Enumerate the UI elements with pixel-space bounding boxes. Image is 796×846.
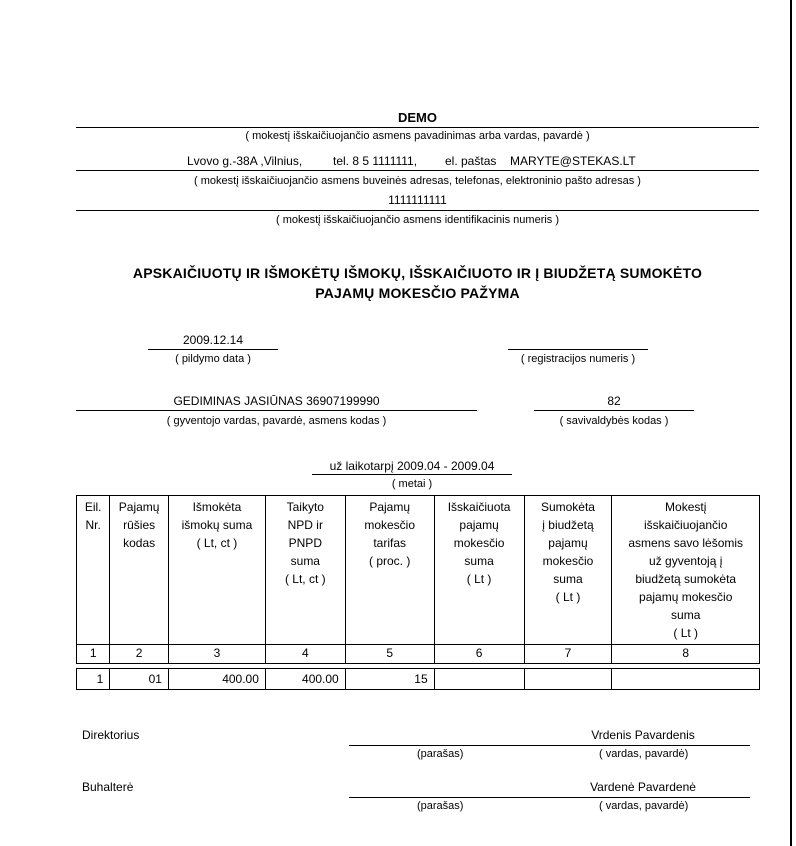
header-cell: Taikyto NPD ir PNPD suma ( Lt, ct ) [265, 496, 345, 645]
payer-email-label: el. paštas [445, 154, 497, 168]
signature-line-accountant [349, 797, 750, 798]
signature-name-director: Vrdenis Pavardenis [591, 728, 695, 742]
table-cell: 01 [110, 669, 169, 690]
table-cell [434, 669, 524, 690]
header-cell: Eil. Nr. [77, 496, 110, 645]
table-cell [524, 669, 612, 690]
payer-id-line [76, 210, 759, 211]
municipality-code: 82 [607, 394, 621, 408]
fill-date: 2009.12.14 [182, 333, 244, 347]
column-number: 8 [612, 645, 760, 664]
column-number: 6 [434, 645, 524, 664]
column-number-row [77, 645, 760, 664]
name-caption-director: ( vardas, pavardė) [599, 748, 689, 760]
resident-line [76, 410, 477, 411]
table-cell: 15 [345, 669, 434, 690]
document-title-line1: APSKAIČIUOTŲ IR IŠMOKĖTŲ IŠMOKŲ, IŠSKAIČIUOTO IR Į BIUDŽETĄ SUMOKĖTO [132, 265, 703, 281]
signature-role-accountant: Buhalterė [82, 780, 134, 794]
payer-address: Lvovo g.-38A ,Vilnius, [187, 154, 303, 168]
signature-line-director [349, 745, 750, 746]
signature-caption-director: (parašas) [417, 748, 464, 760]
fill-date-line [148, 349, 278, 350]
payer-name-caption: ( mokestį išskaičiuojančio asmens pavadinimas arba vardas, pavardė ) [245, 130, 590, 142]
payer-email: MARYTE@STEKAS.LT [510, 154, 636, 168]
header-cell: Išmokėta išmokų suma ( Lt, ct ) [168, 496, 265, 645]
table-cell: 1 [77, 669, 110, 690]
registration-line [508, 349, 648, 350]
payer-address-line [76, 170, 759, 171]
header-cell: Pajamų rūšies kodas [110, 496, 169, 645]
column-number: 2 [110, 645, 169, 664]
municipality-line [534, 410, 694, 411]
payer-id-number: 1111111111 [388, 193, 447, 207]
signature-caption-accountant: (parašas) [417, 800, 464, 812]
signature-role-director: Direktorius [82, 728, 140, 742]
payer-name-line [76, 127, 759, 128]
table-cell: 400.00 [265, 669, 345, 690]
document-title [76, 263, 759, 303]
period-caption: ( metai ) [391, 478, 433, 490]
header-cell: Pajamų mokesčio tarifas ( proc. ) [345, 496, 434, 645]
resident-info: GEDIMINAS JASIŪNAS 36907199990 [173, 394, 380, 408]
period: už laikotarpį 2009.04 - 2009.04 [329, 459, 495, 473]
column-number: 4 [265, 645, 345, 664]
column-number: 5 [345, 645, 434, 664]
name-caption-accountant: ( vardas, pavardė) [599, 800, 689, 812]
column-number: 3 [168, 645, 265, 664]
header-cell: Mokestį išskaičiuojančio asmens savo lėšomis už gyventoją į biudžetą sumokėta pajamų mokesčio suma ( Lt ) [612, 496, 760, 645]
header-cell: Išskaičiuota pajamų mokesčio suma ( Lt ) [434, 496, 524, 645]
resident-caption: ( gyventojo vardas, pavardė, asmens kodas ) [166, 415, 387, 427]
payer-id-caption: ( mokestį išskaičiuojančio asmens identifikacinis numeris ) [275, 214, 560, 226]
payer-phone: tel. 8 5 1111111, [333, 154, 418, 168]
table-header-row [77, 496, 760, 645]
payer-address-caption: ( mokestį išskaičiuojančio asmens buveinės adresas, telefonas, elektroninio pašto adresas ) [194, 175, 641, 187]
payer-name: DEMO [398, 110, 437, 125]
registration-caption: ( registracijos numeris ) [520, 353, 636, 365]
table-cell: 400.00 [168, 669, 265, 690]
table-cell [612, 669, 760, 690]
fill-date-caption: ( pildymo data ) [175, 353, 251, 365]
header-cell: Sumokėta į biudžetą pajamų mokesčio suma ( Lt ) [524, 496, 612, 645]
table-row [77, 669, 760, 690]
document-title-line2: PAJAMŲ MOKESČIO PAŽYMA [315, 285, 520, 301]
column-number: 1 [77, 645, 110, 664]
municipality-caption: ( savivaldybės kodas ) [559, 415, 669, 427]
signature-name-accountant: Vardenė Pavardenė [590, 780, 696, 794]
report-table [76, 495, 760, 690]
column-number: 7 [524, 645, 612, 664]
period-line [312, 474, 512, 475]
page-right-border [790, 0, 792, 846]
